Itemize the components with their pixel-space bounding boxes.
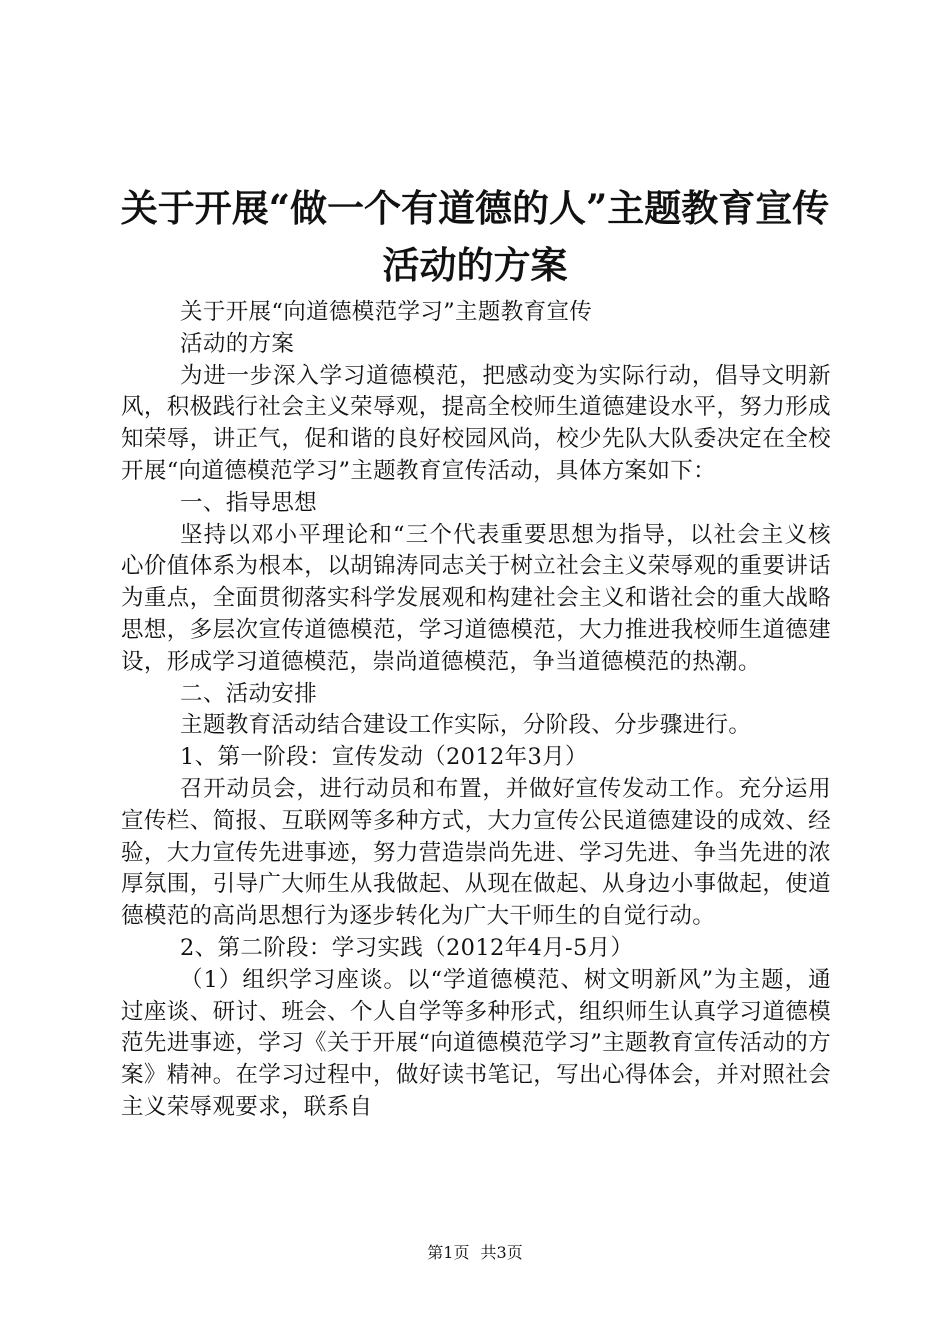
document-title-line-2: 活动的方案	[382, 243, 568, 287]
subtitle-line-2: 活动的方案	[180, 330, 295, 357]
stage-one-heading: 1、第一阶段：宣传发动（2012年3月）	[180, 744, 588, 771]
intro-paragraph: 为进一步深入学习道德模范，把感动变为实际行动，倡导文明新风，积极践行社会主义荣辱观，提高全校师生道德建设水平，努力形成知荣辱，讲正气，促和谐的良好校园风尚，校少先队大队委决定在全校开展“向道德模范学习”主题教育宣传活动，具体方案如下：	[121, 362, 831, 484]
subtitle-line-1: 关于开展“向道德模范学习”主题教育宣传	[180, 299, 593, 325]
page-footer	[0, 1243, 950, 1263]
document-body	[121, 297, 831, 1124]
stage-one-paragraph: 召开动员会，进行动员和布置，并做好宣传发动工作。充分运用宣传栏、简报、互联网等多种方式，大力宣传公民道德建设的成效、经验，大力宣传先进事迹，努力营造崇尚先进、学习先进、争当先进的浓厚氛围，引导广大师生从我做起、从现在做起、从身边小事做起，使道德模范的高尚思想行为逐步转化为广大干师生的自觉行动。	[121, 775, 831, 930]
stage-two-item-1-paragraph: （1）组织学习座谈。以“学道德模范、树文明新风”为主题，通过座谈、研讨、班会、个人自学等多种形式，组织师生认真学习道德模范先进事迹，学习《关于开展“向道德模范学习”主题教育宣传活动的方案》精神。在学习过程中，做好读书笔记，写出心得体会，并对照社会主义荣辱观要求，联系自	[121, 966, 831, 1120]
activity-arrangement-paragraph: 主题教育活动结合建设工作实际，分阶段、分步骤进行。	[180, 712, 752, 739]
page-number-current: 第1页	[427, 1243, 470, 1262]
stage-two-heading: 2、第二阶段：学习实践（2012年4月-5月）	[180, 934, 634, 961]
page-number-total: 共3页	[480, 1243, 523, 1262]
section-heading-guiding-ideology: 一、指导思想	[180, 489, 318, 516]
document-title-line-1: 关于开展“做一个有道德的人”主题教育宣传	[120, 186, 830, 230]
guiding-ideology-paragraph: 坚持以邓小平理论和“三个代表重要思想为指导，以社会主义核心价值体系为根本，以胡锦涛同志关于树立社会主义荣辱观的重要讲话为重点，全面贯彻落实科学发展观和构建社会主义和谐社会的重大战略思想，多层次宣传道德模范，学习道德模范，大力推进我校师生道德建设，形成学习道德模范，崇尚道德模范，争当道德模范的热潮。	[121, 521, 831, 675]
section-heading-activity-arrangement: 二、活动安排	[180, 680, 318, 707]
